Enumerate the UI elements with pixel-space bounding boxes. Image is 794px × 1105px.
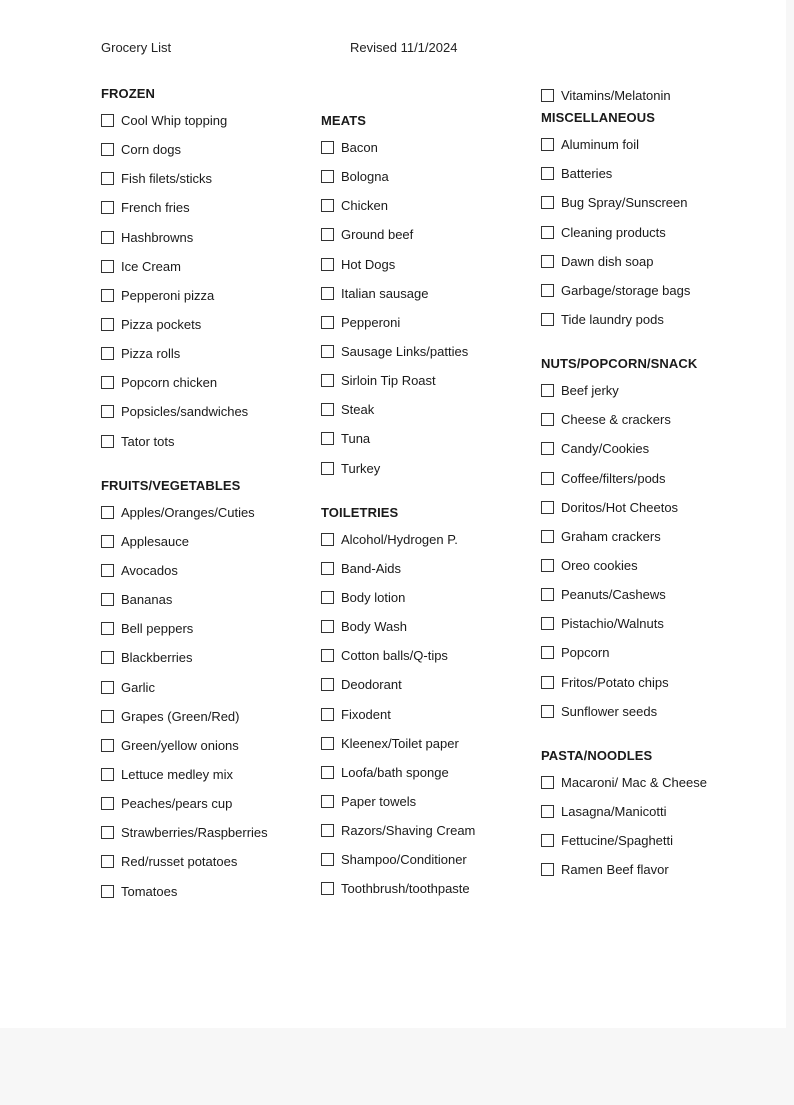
item-label: Sunflower seeds	[561, 703, 658, 719]
item-label: Popcorn chicken	[121, 375, 218, 391]
checklist-item[interactable]	[101, 556, 316, 585]
item-label: Pizza rolls	[121, 346, 181, 362]
checklist-item[interactable]	[101, 164, 316, 193]
item-label: Apples/Oranges/Cuties	[121, 504, 255, 520]
item-label: Avocados	[121, 563, 178, 579]
item-label: Strawberries/Raspberries	[121, 825, 268, 841]
item-label: Doritos/Hot Cheetos	[561, 499, 679, 515]
checklist-item[interactable]	[321, 758, 536, 787]
item-label: Fritos/Potato chips	[561, 674, 669, 690]
checkbox[interactable]	[101, 435, 114, 448]
item-label: Body lotion	[341, 590, 406, 606]
item-label: Peanuts/Cashews	[561, 587, 666, 603]
checkbox[interactable]	[321, 678, 334, 691]
item-label: Fish filets/sticks	[121, 171, 213, 187]
item-label: Ground beef	[341, 227, 414, 243]
checklist-item[interactable]	[321, 583, 536, 612]
checkbox[interactable]	[541, 413, 554, 426]
section-heading: MISCELLANEOUS	[541, 110, 655, 126]
checklist-item[interactable]	[541, 159, 756, 188]
checkbox[interactable]	[101, 710, 114, 723]
checkbox[interactable]	[541, 646, 554, 659]
item-label: French fries	[121, 200, 190, 216]
item-label: Coffee/filters/pods	[561, 470, 666, 486]
section-heading: PASTA/NOODLES	[541, 747, 653, 763]
item-label: Grapes (Green/Red)	[121, 708, 240, 724]
item-label: Chicken	[341, 198, 388, 214]
checklist-item[interactable]	[321, 641, 536, 670]
checklist-item[interactable]	[101, 339, 316, 368]
checkbox[interactable]	[321, 432, 334, 445]
checkbox[interactable]	[101, 506, 114, 519]
revision-date: Revised 11/1/2024	[350, 40, 458, 55]
checkbox[interactable]	[541, 313, 554, 326]
checklist-item[interactable]	[101, 673, 316, 702]
item-label: Hot Dogs	[341, 256, 396, 272]
checklist-item[interactable]	[101, 789, 316, 818]
item-label: Bananas	[121, 592, 173, 608]
checklist-item[interactable]	[101, 527, 316, 556]
checkbox[interactable]	[321, 316, 334, 329]
item-label: Lasagna/Manicotti	[561, 804, 667, 820]
item-label: Macaroni/ Mac & Cheese	[561, 774, 707, 790]
section-pasta-noodles	[541, 748, 756, 885]
checkbox[interactable]	[541, 588, 554, 601]
checklist-item[interactable]	[101, 585, 316, 614]
checkbox[interactable]	[541, 705, 554, 718]
checkbox[interactable]	[541, 472, 554, 485]
checkbox[interactable]	[101, 797, 114, 810]
item-label: Sausage Links/patties	[341, 344, 469, 360]
spacer	[541, 726, 756, 748]
checkbox[interactable]	[101, 231, 114, 244]
checkbox[interactable]	[321, 258, 334, 271]
checkbox[interactable]	[321, 170, 334, 183]
item-label: Cleaning products	[561, 224, 666, 240]
checklist-item[interactable]	[321, 395, 536, 424]
item-label: Cotton balls/Q-tips	[341, 648, 448, 664]
checkbox[interactable]	[321, 199, 334, 212]
checkbox[interactable]	[101, 201, 114, 214]
section-heading: NUTS/POPCORN/SNACK	[541, 356, 698, 372]
checklist-item[interactable]	[541, 580, 756, 609]
checkbox[interactable]	[101, 289, 114, 302]
checklist-item[interactable]	[101, 106, 316, 135]
checklist	[541, 130, 756, 334]
checkbox[interactable]	[321, 708, 334, 721]
item-label: Aluminum foil	[561, 137, 640, 153]
checklist-item[interactable]	[541, 376, 756, 405]
item-label: Tuna	[341, 431, 371, 447]
checkbox[interactable]	[541, 196, 554, 209]
spacer	[101, 456, 316, 478]
checkbox[interactable]	[321, 737, 334, 750]
item-label: Beef jerky	[561, 383, 619, 399]
checkbox[interactable]	[101, 376, 114, 389]
checkbox[interactable]	[541, 805, 554, 818]
document-title: Grocery List	[101, 40, 172, 55]
item-label: Vitamins/Melatonin	[561, 88, 671, 104]
checkbox[interactable]	[321, 403, 334, 416]
checklist-item[interactable]	[541, 826, 756, 855]
item-label: Oreo cookies	[561, 558, 638, 574]
checkbox[interactable]	[101, 260, 114, 273]
checklist-item[interactable]	[541, 276, 756, 305]
item-label: Bologna	[341, 169, 389, 185]
checkbox[interactable]	[541, 138, 554, 151]
spacer	[321, 483, 536, 505]
checklist	[101, 498, 316, 906]
item-label: Loofa/bath sponge	[341, 764, 449, 780]
item-label: Sirloin Tip Roast	[341, 373, 436, 389]
checkbox[interactable]	[321, 591, 334, 604]
checklist-item[interactable]	[321, 525, 536, 554]
checkbox[interactable]	[101, 855, 114, 868]
section-heading: MEATS	[321, 113, 367, 128]
item-label: Cool Whip topping	[121, 113, 228, 129]
item-label: Garbage/storage bags	[561, 282, 691, 298]
item-label: Paper towels	[341, 794, 417, 810]
checklist-item[interactable]	[321, 279, 536, 308]
item-label: Kleenex/Toilet paper	[341, 735, 459, 751]
checkbox[interactable]	[101, 564, 114, 577]
checklist-item[interactable]	[101, 223, 316, 252]
item-label: Bacon	[341, 140, 378, 156]
checklist-item[interactable]	[541, 609, 756, 638]
section-heading: FROZEN	[101, 86, 156, 101]
checklist	[321, 525, 536, 904]
checklist-item[interactable]	[321, 816, 536, 845]
checklist	[101, 106, 316, 456]
item-label: Pizza pockets	[121, 317, 202, 333]
checklist-item[interactable]	[541, 522, 756, 551]
item-label: Pepperoni	[341, 314, 401, 330]
checklist-item[interactable]	[101, 135, 316, 164]
checkbox[interactable]	[541, 255, 554, 268]
checklist-item[interactable]	[541, 218, 756, 247]
checklist-item[interactable]	[101, 193, 316, 222]
item-label: Graham crackers	[561, 528, 661, 544]
checklist-item[interactable]	[541, 697, 756, 726]
checkbox[interactable]	[101, 405, 114, 418]
section-heading: FRUITS/VEGETABLES	[101, 477, 241, 493]
checklist	[321, 133, 536, 483]
checkbox[interactable]	[321, 374, 334, 387]
checkbox[interactable]	[541, 501, 554, 514]
section-nuts-popcorn-snack	[541, 356, 756, 726]
checklist-item[interactable]	[321, 874, 536, 903]
checkbox[interactable]	[541, 863, 554, 876]
checklist-item[interactable]	[101, 877, 316, 906]
checklist-item[interactable]	[321, 337, 536, 366]
checklist-item[interactable]	[541, 797, 756, 826]
item-label: Popcorn	[561, 645, 610, 661]
item-label: Ramen Beef flavor	[561, 862, 669, 878]
checkbox[interactable]	[541, 559, 554, 572]
checkbox[interactable]	[321, 766, 334, 779]
item-label: Deodorant	[341, 677, 402, 693]
checklist-item[interactable]	[101, 281, 316, 310]
checklist-item[interactable]	[541, 551, 756, 580]
item-label: Green/yellow onions	[121, 737, 239, 753]
checkbox[interactable]	[541, 167, 554, 180]
item-label: Red/russet potatoes	[121, 854, 238, 870]
item-label: Bug Spray/Sunscreen	[561, 195, 688, 211]
checklist-item[interactable]	[321, 250, 536, 279]
checklist-item[interactable]	[541, 305, 756, 334]
checklist-item[interactable]	[541, 434, 756, 463]
item-label: Bell peppers	[121, 621, 194, 637]
checklist-item[interactable]	[101, 397, 316, 426]
checkbox[interactable]	[101, 885, 114, 898]
checklist-item[interactable]	[541, 638, 756, 667]
checkbox[interactable]	[101, 593, 114, 606]
checklist-item[interactable]	[541, 855, 756, 884]
checkbox[interactable]	[101, 826, 114, 839]
checklist-item[interactable]	[101, 252, 316, 281]
checklist-item[interactable]	[101, 427, 316, 456]
checklist-item[interactable]	[321, 845, 536, 874]
item-label: Tomatoes	[121, 883, 178, 899]
item-label: Tator tots	[121, 433, 175, 449]
checklist-item[interactable]	[321, 366, 536, 395]
section-heading: TOILETRIES	[321, 504, 399, 520]
checkbox[interactable]	[321, 141, 334, 154]
item-label: Candy/Cookies	[561, 441, 650, 457]
item-label: Ice Cream	[121, 258, 181, 274]
checkbox[interactable]	[321, 882, 334, 895]
checklist-item[interactable]	[321, 454, 536, 483]
checklist-item[interactable]	[321, 700, 536, 729]
checklist-item[interactable]	[101, 818, 316, 847]
item-label: Blackberries	[121, 650, 193, 666]
checklist	[541, 376, 756, 726]
checkbox[interactable]	[321, 649, 334, 662]
checkbox[interactable]	[321, 620, 334, 633]
checkbox[interactable]	[101, 143, 114, 156]
checkbox[interactable]	[541, 617, 554, 630]
item-label: Corn dogs	[121, 142, 181, 158]
checklist-item[interactable]	[321, 612, 536, 641]
checklist-item[interactable]	[321, 554, 536, 583]
checklist	[541, 768, 756, 885]
checklist-item[interactable]	[321, 670, 536, 699]
checkbox[interactable]	[321, 345, 334, 358]
item-label: Shampoo/Conditioner	[341, 852, 467, 868]
column-right	[541, 86, 756, 884]
checkbox[interactable]	[541, 89, 554, 102]
checkbox[interactable]	[541, 442, 554, 455]
item-label: Garlic	[121, 679, 155, 695]
checklist-item[interactable]	[541, 668, 756, 697]
section-toiletries	[321, 505, 536, 904]
section-miscellaneous	[541, 110, 756, 334]
checklist	[541, 81, 756, 110]
item-label: Turkey	[341, 460, 381, 476]
checklist-item[interactable]	[321, 220, 536, 249]
item-label: Body Wash	[341, 619, 407, 635]
checkbox[interactable]	[101, 347, 114, 360]
checklist-item[interactable]	[101, 760, 316, 789]
checklist-item[interactable]	[541, 247, 756, 276]
checklist-item[interactable]	[541, 188, 756, 217]
checklist-item[interactable]	[101, 614, 316, 643]
checkbox[interactable]	[101, 318, 114, 331]
checkbox[interactable]	[541, 530, 554, 543]
item-label: Popsicles/sandwiches	[121, 404, 249, 420]
checklist-item[interactable]	[321, 729, 536, 758]
checklist-item[interactable]	[321, 424, 536, 453]
section-meats	[321, 113, 536, 483]
item-label: Alcohol/Hydrogen P.	[341, 531, 458, 547]
item-label: Fixodent	[341, 706, 391, 722]
checklist-item[interactable]	[541, 405, 756, 434]
item-label: Peaches/pears cup	[121, 796, 233, 812]
checkbox[interactable]	[321, 824, 334, 837]
checkbox[interactable]	[101, 768, 114, 781]
item-label: Fettucine/Spaghetti	[561, 833, 674, 849]
item-label: Dawn dish soap	[561, 253, 654, 269]
checklist-item[interactable]	[101, 731, 316, 760]
checklist-item[interactable]	[101, 643, 316, 672]
column-middle	[321, 113, 536, 904]
checkbox[interactable]	[321, 795, 334, 808]
checkbox[interactable]	[101, 622, 114, 635]
item-label: Pepperoni pizza	[121, 287, 215, 303]
item-label: Lettuce medley mix	[121, 767, 233, 783]
checkbox[interactable]	[541, 676, 554, 689]
checkbox[interactable]	[101, 651, 114, 664]
checkbox[interactable]	[541, 776, 554, 789]
column-left	[101, 86, 316, 906]
item-label: Toothbrush/toothpaste	[341, 881, 470, 897]
checkbox[interactable]	[101, 535, 114, 548]
item-label: Band-Aids	[341, 560, 401, 576]
checklist-item[interactable]	[321, 133, 536, 162]
checklist-item[interactable]	[101, 368, 316, 397]
item-label: Steak	[341, 402, 375, 418]
checklist-item[interactable]	[541, 130, 756, 159]
checkbox[interactable]	[321, 562, 334, 575]
checklist-item[interactable]	[541, 768, 756, 797]
checkbox[interactable]	[101, 114, 114, 127]
item-label: Applesauce	[121, 533, 189, 549]
checkbox[interactable]	[321, 462, 334, 475]
checkbox[interactable]	[541, 284, 554, 297]
checklist-item[interactable]	[101, 310, 316, 339]
checklist-item[interactable]	[541, 464, 756, 493]
checklist-item[interactable]	[101, 847, 316, 876]
checkbox[interactable]	[321, 287, 334, 300]
checklist-item[interactable]	[541, 81, 756, 110]
checkbox[interactable]	[321, 853, 334, 866]
checklist-item[interactable]	[101, 702, 316, 731]
checkbox[interactable]	[321, 228, 334, 241]
item-label: Italian sausage	[341, 285, 429, 301]
checklist-item[interactable]	[321, 787, 536, 816]
checklist-item[interactable]	[321, 191, 536, 220]
checkbox[interactable]	[541, 226, 554, 239]
spacer	[541, 334, 756, 356]
checklist-item[interactable]	[541, 493, 756, 522]
checklist-item[interactable]	[101, 498, 316, 527]
item-label: Tide laundry pods	[561, 312, 664, 328]
item-label: Pistachio/Walnuts	[561, 616, 664, 632]
checkbox[interactable]	[321, 533, 334, 546]
item-label: Hashbrowns	[121, 229, 194, 245]
checkbox[interactable]	[541, 384, 554, 397]
section-frozen	[101, 86, 316, 456]
checkbox[interactable]	[101, 681, 114, 694]
checklist-item[interactable]	[321, 308, 536, 337]
item-label: Batteries	[561, 166, 613, 182]
checkbox[interactable]	[101, 172, 114, 185]
section-fruits-vegetables	[101, 478, 316, 906]
item-label: Cheese & crackers	[561, 412, 671, 428]
checkbox[interactable]	[541, 834, 554, 847]
checkbox[interactable]	[101, 739, 114, 752]
checklist-item[interactable]	[321, 162, 536, 191]
item-label: Razors/Shaving Cream	[341, 823, 476, 839]
